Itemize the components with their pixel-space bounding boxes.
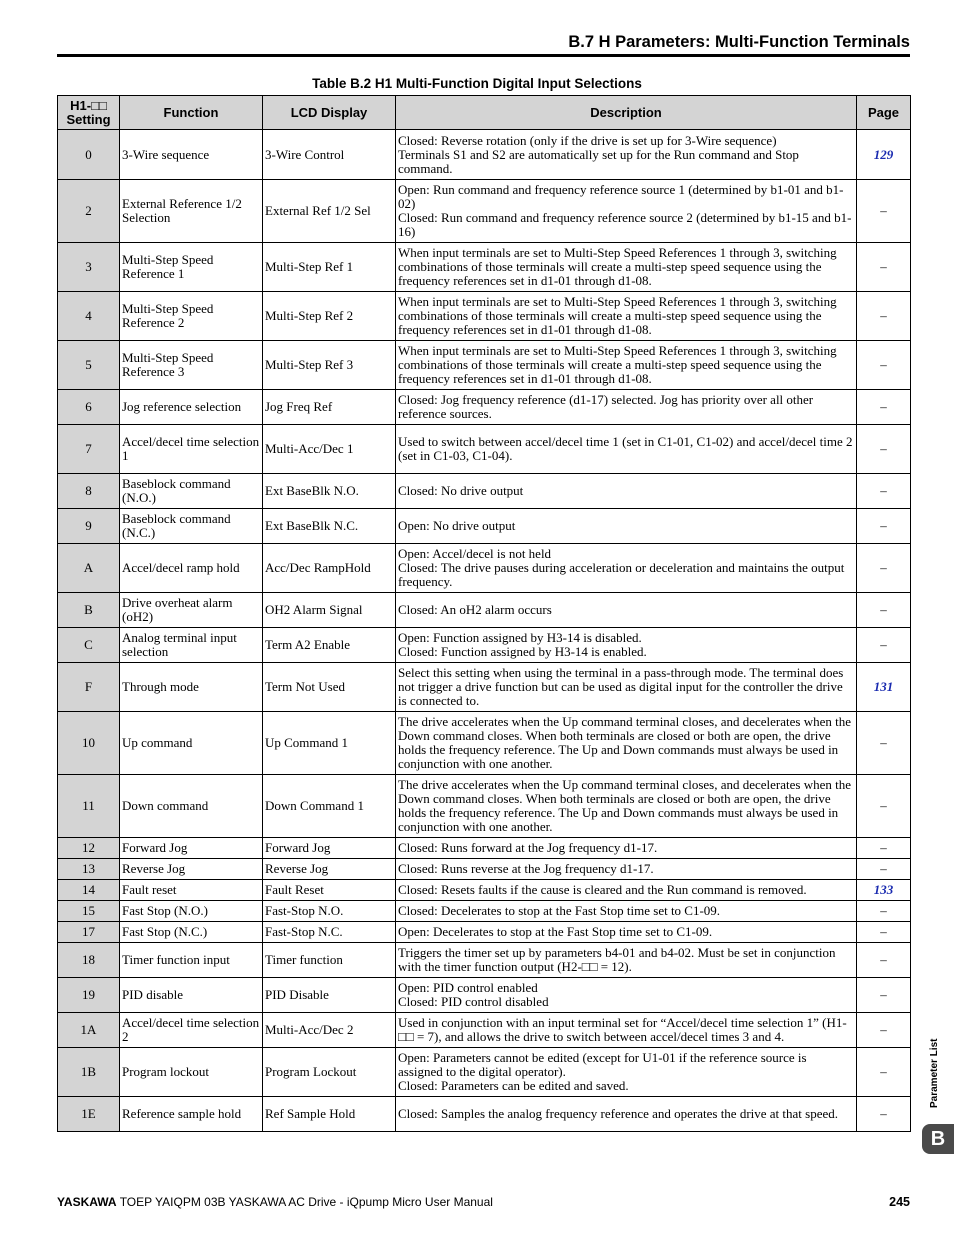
table-row [58,593,911,628]
cell-function: 3-Wire sequence [120,130,263,180]
cell-page [857,1048,911,1097]
page-dash: – [880,1022,887,1037]
page-dash: – [880,602,887,617]
cell-lcd-display: Jog Freq Ref [263,390,396,425]
table-row [58,1097,911,1132]
cell-setting: 14 [58,880,120,901]
cell-lcd-display: 3-Wire Control [263,130,396,180]
table-row [58,180,911,243]
cell-function: Multi-Step Speed Reference 3 [120,341,263,390]
cell-function: Baseblock command (N.C.) [120,509,263,544]
col-header-lcd-display: LCD Display [263,96,396,130]
cell-function: Jog reference selection [120,390,263,425]
cell-description: Open: Function assigned by H3-14 is disabled. Closed: Function assigned by H3-14 is enabled. [396,628,857,663]
cell-lcd-display: Term A2 Enable [263,628,396,663]
cell-function: Accel/decel ramp hold [120,544,263,593]
cell-lcd-display: Multi-Acc/Dec 2 [263,1013,396,1048]
page-dash: – [880,560,887,575]
cell-setting: 7 [58,425,120,474]
cell-page [857,628,911,663]
cell-description: Closed: Reverse rotation (only if the drive is set up for 3-Wire sequence) Terminals S1 and S2 are automatically set up for the Run command and Stop command. [396,130,857,180]
cell-lcd-display: Term Not Used [263,663,396,712]
cell-description: Used in conjunction with an input terminal set for “Accel/decel time selection 1” (H1-□□ = 7), and allows the drive to switch between accel/decel times 3 and 4. [396,1013,857,1048]
cell-page [857,390,911,425]
cell-setting: 19 [58,978,120,1013]
cell-lcd-display: Up Command 1 [263,712,396,775]
section-tab-letter: B [930,1127,946,1150]
table-row [58,1048,911,1097]
parameters-table [57,95,911,1132]
cell-setting: 18 [58,943,120,978]
col-header-page: Page [857,96,911,130]
cell-lcd-display: Ext BaseBlk N.O. [263,474,396,509]
table-row [58,978,911,1013]
col-header-setting-line1: H1-□□ [70,97,107,113]
cell-description: Closed: An oH2 alarm occurs [396,593,857,628]
cell-page [857,474,911,509]
page-dash: – [880,259,887,274]
cell-setting: F [58,663,120,712]
cell-function: PID disable [120,978,263,1013]
cell-function: Program lockout [120,1048,263,1097]
section-tab[interactable] [922,1124,954,1154]
cell-setting: 1E [58,1097,120,1132]
cell-lcd-display: Acc/Dec RampHold [263,544,396,593]
cell-function: Reference sample hold [120,1097,263,1132]
cell-setting: 5 [58,341,120,390]
page-dash: – [880,308,887,323]
cell-page [857,901,911,922]
page-dash: – [880,903,887,918]
cell-page [857,880,911,901]
table-row [58,130,911,180]
table-row [58,859,911,880]
table-row [58,509,911,544]
cell-description: Select this setting when using the terminal in a pass-through mode. The terminal does not trigger a drive function but can be used as digital input for the controller the drive is connected to. [396,663,857,712]
cell-page [857,180,911,243]
cell-page [857,978,911,1013]
cell-function: Fault reset [120,880,263,901]
cell-description: Open: PID control enabled Closed: PID control disabled [396,978,857,1013]
cell-page [857,663,911,712]
col-header-function: Function [120,96,263,130]
cell-function: Fast Stop (N.C.) [120,922,263,943]
page-link[interactable]: 133 [873,882,894,897]
cell-function: Through mode [120,663,263,712]
cell-page [857,243,911,292]
cell-description: When input terminals are set to Multi-Step Speed References 1 through 3, switching combinations of those terminals will create a multi-step speed sequence using the frequency references set in d1-01 through d1-08. [396,341,857,390]
table-row [58,474,911,509]
cell-page [857,859,911,880]
cell-description: Triggers the timer set up by parameters b4-01 and b4-02. Must be set in conjunction with the timer function output (H2-□□ = 12). [396,943,857,978]
cell-lcd-display: External Ref 1/2 Sel [263,180,396,243]
page-dash: – [880,399,887,414]
page-dash: – [880,987,887,1002]
cell-lcd-display: Fault Reset [263,880,396,901]
page-dash: – [880,1106,887,1121]
table-row [58,390,911,425]
table-row [58,775,911,838]
cell-page [857,922,911,943]
cell-setting: 3 [58,243,120,292]
cell-function: External Reference 1/2 Selection [120,180,263,243]
cell-page [857,425,911,474]
cell-lcd-display: Fast-Stop N.C. [263,922,396,943]
table-row [58,901,911,922]
table-header-row [58,96,911,130]
cell-function: Drive overheat alarm (oH2) [120,593,263,628]
cell-setting: 12 [58,838,120,859]
cell-description: Open: Accel/decel is not held Closed: The drive pauses during acceleration or deceleration and maintains the output frequency. [396,544,857,593]
cell-lcd-display: Multi-Step Ref 2 [263,292,396,341]
cell-function: Fast Stop (N.O.) [120,901,263,922]
cell-description: When input terminals are set to Multi-Step Speed References 1 through 3, switching combinations of those terminals will create a multi-step speed sequence using the frequency references set in d1-01 through d1-08. [396,292,857,341]
footer-brand: YASKAWA [57,1195,117,1209]
cell-function: Baseblock command (N.O.) [120,474,263,509]
cell-setting: A [58,544,120,593]
table-row [58,880,911,901]
cell-lcd-display: Reverse Jog [263,859,396,880]
cell-page [857,509,911,544]
table-row [58,628,911,663]
page-dash: – [880,840,887,855]
cell-setting: 8 [58,474,120,509]
cell-lcd-display: Forward Jog [263,838,396,859]
cell-function: Down command [120,775,263,838]
cell-description: Open: No drive output [396,509,857,544]
cell-function: Timer function input [120,943,263,978]
table-caption: Table B.2 H1 Multi-Function Digital Input Selections [312,76,642,91]
cell-page [857,130,911,180]
table-row [58,922,911,943]
table-row [58,341,911,390]
page-dash: – [880,952,887,967]
cell-description: The drive accelerates when the Up command terminal closes, and decelerates when the Down command closes. When both terminals are closed or both are open, the drive holds the frequency reference. The Up and Down commands must always be used in conjunction with one another. [396,775,857,838]
table-row [58,712,911,775]
cell-function: Multi-Step Speed Reference 2 [120,292,263,341]
page-number: 245 [889,1195,910,1209]
page-dash: – [880,735,887,750]
page-dash: – [880,357,887,372]
cell-description: Closed: No drive output [396,474,857,509]
page-dash: – [880,483,887,498]
table-row [58,943,911,978]
col-header-setting-line2: Setting [66,111,111,127]
cell-setting: B [58,593,120,628]
cell-lcd-display: Program Lockout [263,1048,396,1097]
cell-setting: 15 [58,901,120,922]
footer-doc: TOEP YAIQPM 03B YASKAWA AC Drive - iQpump Micro User Manual [116,1195,493,1209]
cell-lcd-display: Timer function [263,943,396,978]
cell-function: Multi-Step Speed Reference 1 [120,243,263,292]
cell-setting: 11 [58,775,120,838]
cell-setting: 1A [58,1013,120,1048]
cell-description: Closed: Runs reverse at the Jog frequency d1-17. [396,859,857,880]
cell-description: Used to switch between accel/decel time 1 (set in C1-01, C1-02) and accel/decel time 2 (set in C1-03, C1-04). [396,425,857,474]
footer-doc-title [57,1195,493,1209]
cell-page [857,775,911,838]
cell-description: Open: Decelerates to stop at the Fast Stop time set to C1-09. [396,922,857,943]
cell-page [857,593,911,628]
cell-function: Analog terminal input selection [120,628,263,663]
cell-lcd-display: Down Command 1 [263,775,396,838]
table-row [58,1013,911,1048]
cell-lcd-display: Ref Sample Hold [263,1097,396,1132]
table-row [58,838,911,859]
page-dash: – [880,1064,887,1079]
cell-lcd-display: Multi-Acc/Dec 1 [263,425,396,474]
header-rule [57,54,910,57]
cell-lcd-display: Ext BaseBlk N.C. [263,509,396,544]
cell-description: Closed: Decelerates to stop at the Fast Stop time set to C1-09. [396,901,857,922]
cell-setting: 4 [58,292,120,341]
cell-function: Accel/decel time selection 1 [120,425,263,474]
table-row [58,663,911,712]
cell-setting: 1B [58,1048,120,1097]
table-body [58,130,911,1132]
cell-function: Reverse Jog [120,859,263,880]
cell-description: Open: Run command and frequency reference source 1 (determined by b1-01 and b1-02) Closed: Run command and frequency reference source 2 (determined by b1-15 and b1-16) [396,180,857,243]
cell-setting: 17 [58,922,120,943]
cell-lcd-display: OH2 Alarm Signal [263,593,396,628]
cell-page [857,292,911,341]
cell-setting: 13 [58,859,120,880]
cell-lcd-display: Multi-Step Ref 3 [263,341,396,390]
cell-page [857,712,911,775]
table-row [58,425,911,474]
table-row [58,292,911,341]
page-dash: – [880,924,887,939]
col-header-description: Description [396,96,857,130]
cell-setting: 6 [58,390,120,425]
cell-function: Forward Jog [120,838,263,859]
page-dash: – [880,518,887,533]
cell-description: The drive accelerates when the Up command terminal closes, and decelerates when the Down command closes. When both terminals are closed or both are open, the drive holds the frequency reference. The Up and Down commands must always be used in conjunction with one another. [396,712,857,775]
page-link[interactable]: 131 [873,679,894,694]
cell-function: Accel/decel time selection 2 [120,1013,263,1048]
cell-description: Closed: Jog frequency reference (d1-17) selected. Jog has priority over all other reference sources. [396,390,857,425]
cell-lcd-display: Fast-Stop N.O. [263,901,396,922]
cell-page [857,341,911,390]
side-tab-label: Parameter List [929,1038,940,1108]
cell-setting: 10 [58,712,120,775]
cell-setting: C [58,628,120,663]
cell-page [857,943,911,978]
cell-page [857,1013,911,1048]
cell-page [857,838,911,859]
section-title: B.7 H Parameters: Multi-Function Terminals [568,33,910,51]
page-dash: – [880,441,887,456]
cell-description: Closed: Resets faults if the cause is cleared and the Run command is removed. [396,880,857,901]
cell-setting: 2 [58,180,120,243]
cell-description: Closed: Runs forward at the Jog frequency d1-17. [396,838,857,859]
col-header-setting [58,96,120,130]
page-dash: – [880,203,887,218]
cell-description: Open: Parameters cannot be edited (except for U1-01 if the reference source is assigned to the digital operator). Closed: Parameters can be edited and saved. [396,1048,857,1097]
cell-description: Closed: Samples the analog frequency reference and operates the drive at that speed. [396,1097,857,1132]
cell-page [857,544,911,593]
table-row [58,544,911,593]
cell-lcd-display: PID Disable [263,978,396,1013]
cell-lcd-display: Multi-Step Ref 1 [263,243,396,292]
cell-setting: 9 [58,509,120,544]
page-dash: – [880,637,887,652]
page-link[interactable]: 129 [873,146,894,162]
table-row [58,243,911,292]
page-dash: – [880,861,887,876]
cell-setting: 0 [58,130,120,180]
page-dash: – [880,798,887,813]
cell-description: When input terminals are set to Multi-Step Speed References 1 through 3, switching combinations of those terminals will create a multi-step speed sequence using the frequency references set in d1-01 through d1-08. [396,243,857,292]
cell-page [857,1097,911,1132]
cell-function: Up command [120,712,263,775]
